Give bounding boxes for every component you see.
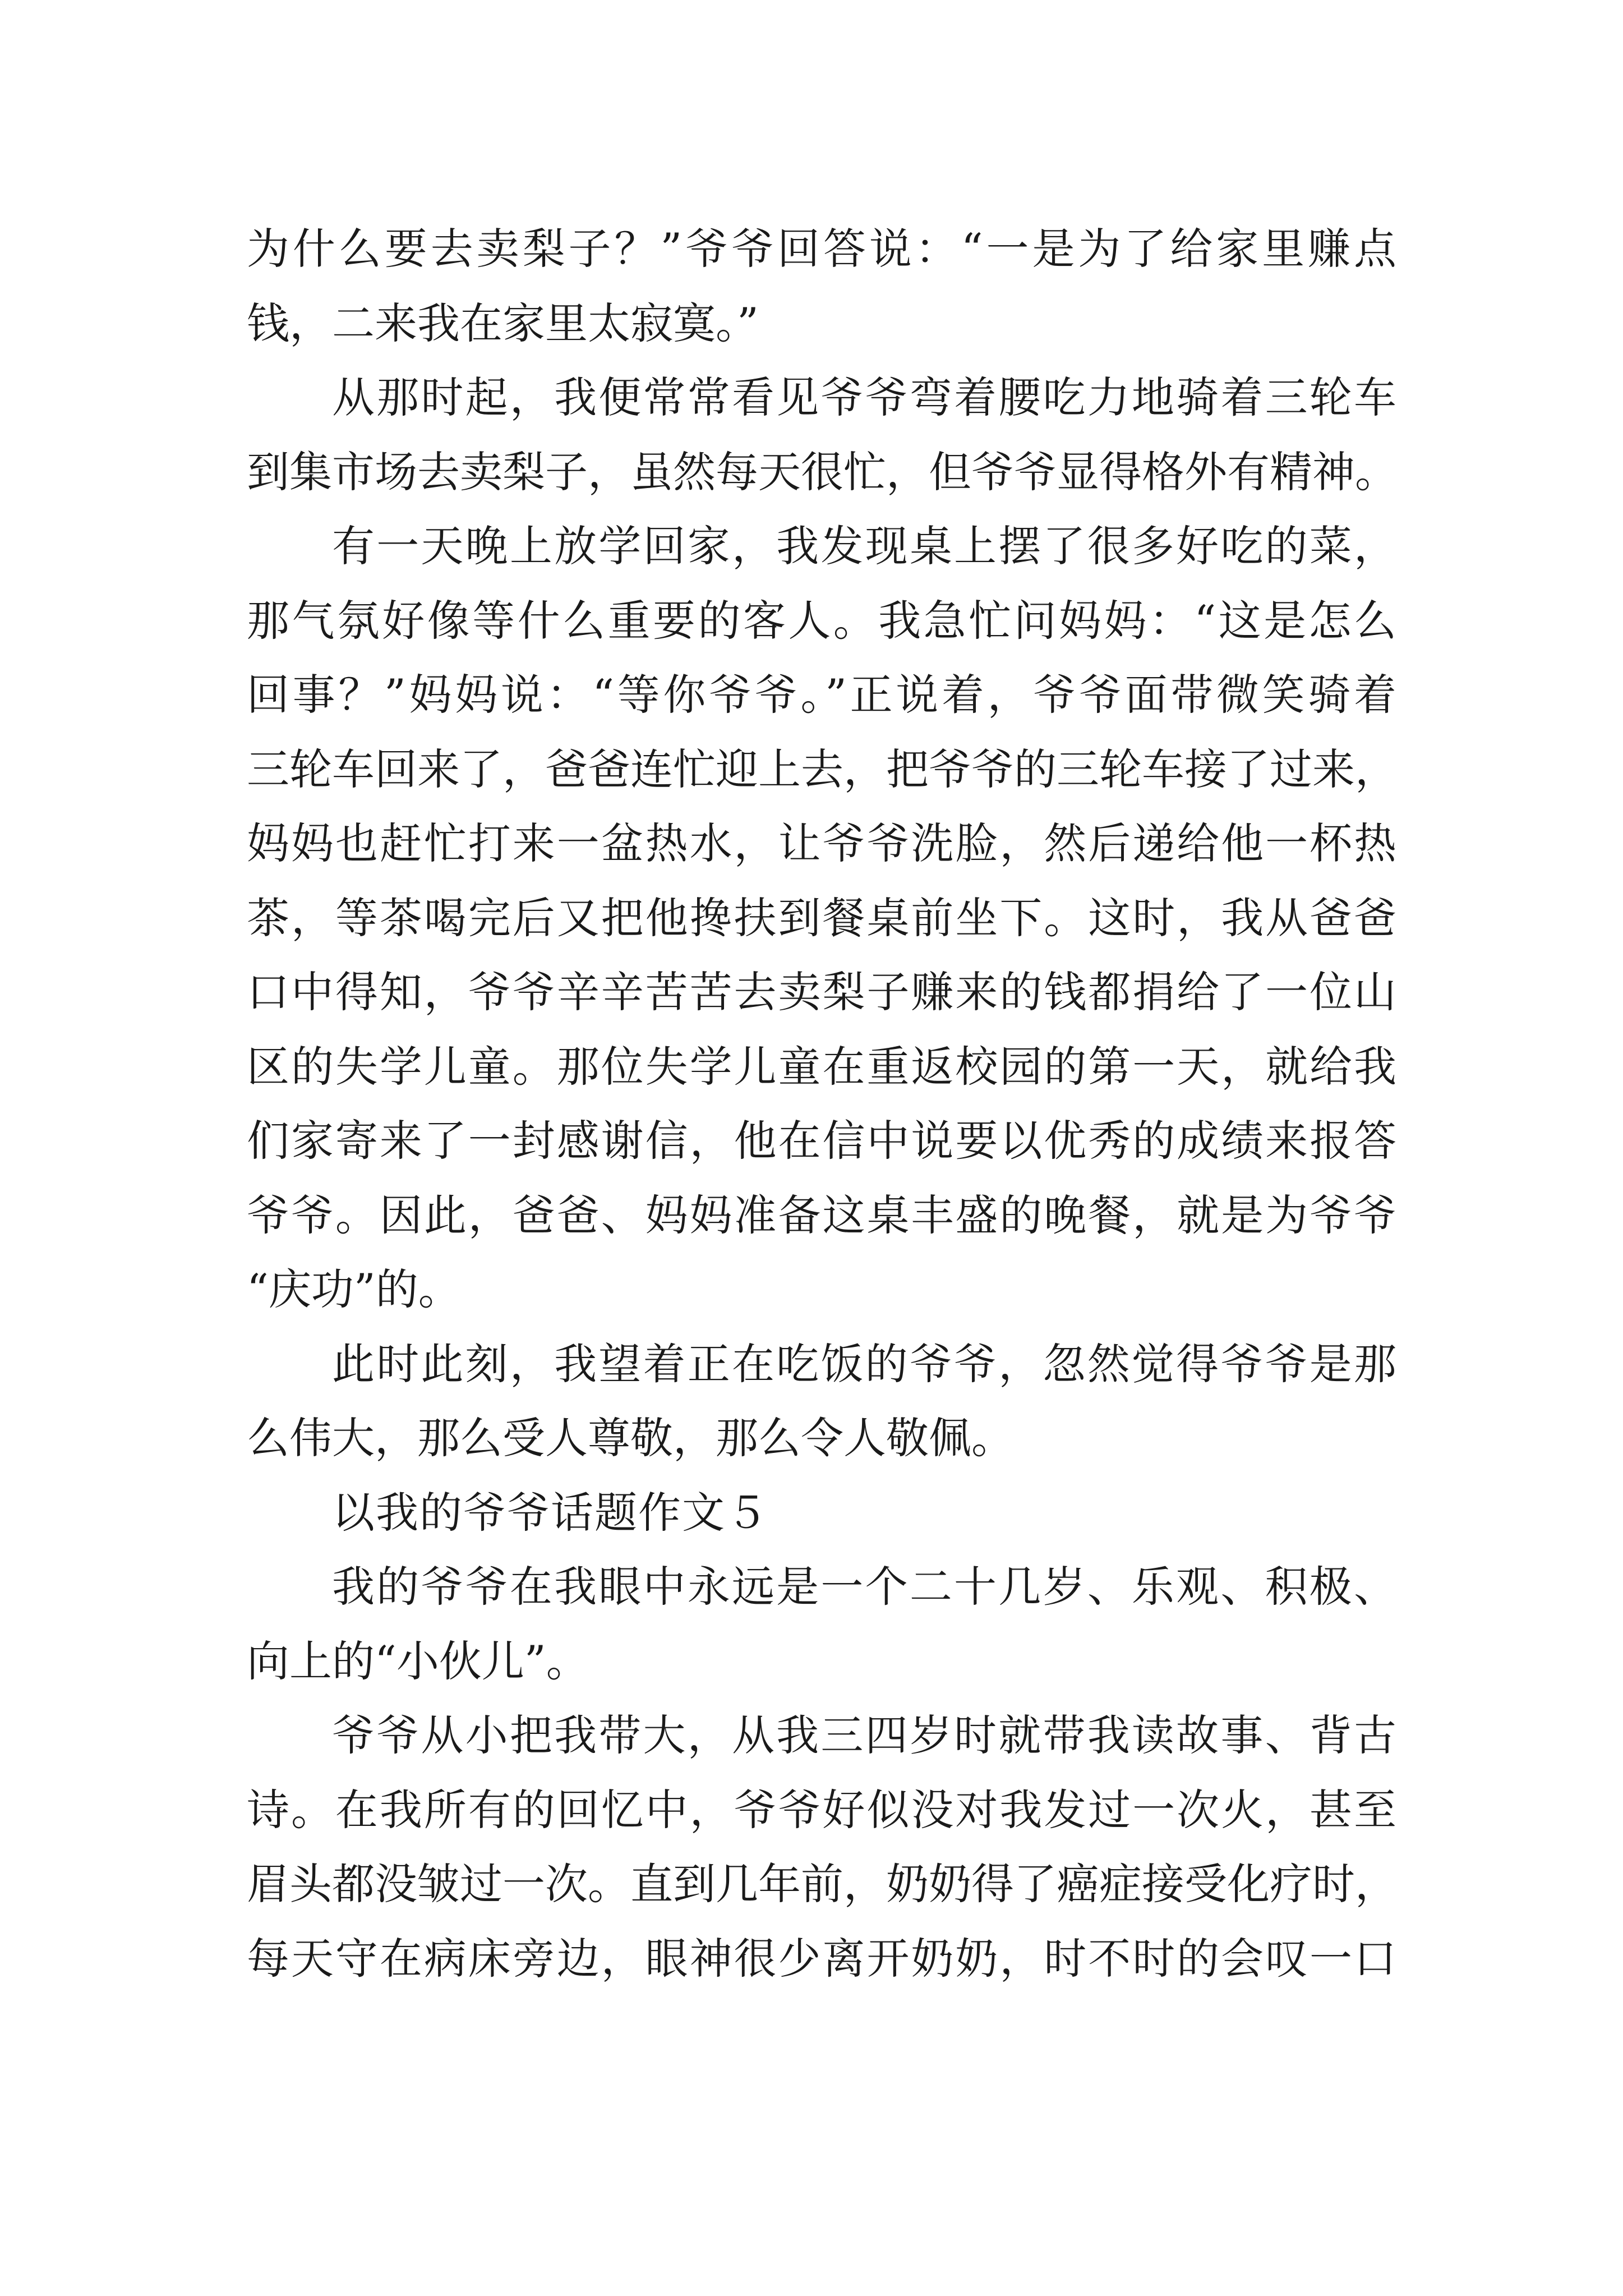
text-line-6: 那气氛好像等什么重要的客人。我急忙问妈妈：“这是怎么 [247,595,1396,646]
text-line-16: 此时此刻，我望着正在吃饭的爷爷，忽然觉得爷爷是那 [332,1338,1396,1389]
text-line-2: 钱，二来我在家里太寂寞。” [247,298,759,348]
text-line-22: 诗。在我所有的回忆中，爷爷好似没对我发过一次火，甚至 [247,1784,1396,1835]
text-line-19: 我的爷爷在我眼中永远是一个二十几岁、乐观、积极、 [332,1562,1396,1612]
text-line-7: 回事？”妈妈说：“等你爷爷。”正说着，爷爷面带微笑骑着 [247,670,1396,720]
text-line-12: 区的失学儿童。那位失学儿童在重返校园的第一天，就给我 [247,1041,1396,1092]
text-line-20: 向上的“小伙儿”。 [247,1636,589,1686]
text-line-17: 么伟大，那么受人尊敬，那么令人敬佩。 [247,1413,1014,1463]
text-line-3: 从那时起，我便常常看见爷爷弯着腰吃力地骑着三轮车 [332,372,1396,422]
essay-body [247,212,1396,1996]
text-line-23: 眉头都没皱过一次。直到几年前，奶奶得了癌症接受化疗时， [247,1859,1398,1909]
text-line-24: 每天守在病床旁边，眼神很少离开奶奶，时不时的会叹一口 [247,1933,1396,1984]
text-line-15: “庆功”的。 [247,1264,461,1314]
text-line-10: 茶，等茶喝完后又把他搀扶到餐桌前坐下。这时，我从爸爸 [247,892,1396,943]
text-line-9: 妈妈也赶忙打来一盆热水，让爷爷洗脸，然后递给他一杯热 [247,818,1396,868]
text-line-4: 到集市场去卖梨子，虽然每天很忙，但爷爷显得格外有精神。 [247,447,1398,497]
text-line-5: 有一天晚上放学回家，我发现桌上摆了很多好吃的菜， [332,521,1396,571]
text-line-14: 爷爷。因此，爸爸、妈妈准备这桌丰盛的晚餐，就是为爷爷 [247,1190,1396,1240]
text-line-1: 为什么要去卖梨子？”爷爷回答说：“一是为了给家里赚点 [247,224,1396,274]
text-line-11: 口中得知，爷爷辛辛苦苦去卖梨子赚来的钱都捐给了一位山 [247,967,1396,1017]
text-line-21: 爷爷从小把我带大，从我三四岁时就带我读故事、背古 [332,1710,1396,1760]
text-line-13: 们家寄来了一封感谢信，他在信中说要以优秀的成绩来报答 [247,1116,1396,1166]
section-heading: 以我的爷爷话题作文５ [332,1487,769,1538]
text-line-8: 三轮车回来了，爸爸连忙迎上去，把爷爷的三轮车接了过来， [247,744,1398,794]
